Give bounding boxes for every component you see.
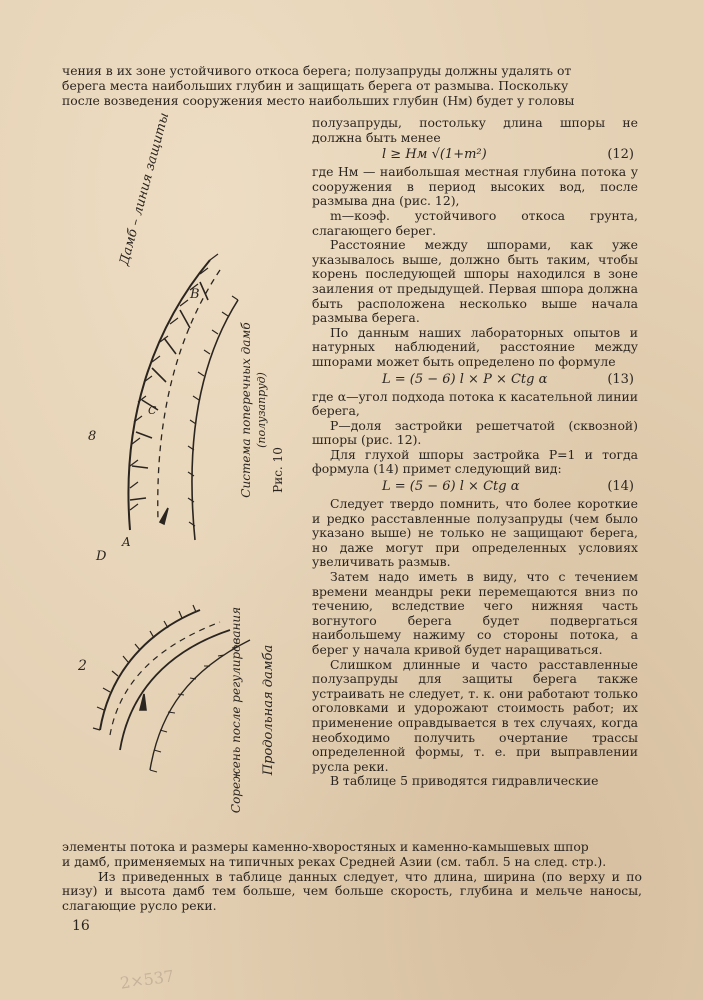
formula-14-number: (14) [607, 479, 634, 495]
outer-hatching-lower [150, 647, 238, 772]
formula-14-expr: L = (5 − 6) l × Ctg α [382, 479, 520, 495]
formula-13 [312, 370, 638, 390]
paragraph: где α—угол подхода потока к касательной линии берега, [312, 388, 638, 419]
figure-caption: Рис. 10 [271, 447, 285, 493]
text-line: берега места наибольших глубин и защищать берега от размыва. Поскольку [62, 77, 569, 93]
bank-hatching-lower [93, 605, 196, 730]
paragraph: где Hм — наибольшая местная глубина потока у сооружения в период высоких вод, после размыва дна (рис. 12), [312, 164, 638, 209]
inner-curve [192, 300, 238, 540]
letter-B: B [190, 287, 200, 302]
formula-13-expr: L = (5 − 6) l × P × Ctg α [382, 371, 548, 387]
letter-two: 2 [78, 658, 87, 674]
paragraph: Слишком длинные и часто расставленные полузапруды для защиты берега также устраивать не следует, т. к. они работают только оголовками и удорожают стоимость работ; их применение оправдывается в тех случаях, когда необходимо получить очертание трассы определенной формы, т. е. при выправлении русла реки. [312, 656, 638, 774]
flow-arrow-upper [160, 508, 168, 524]
bottom-text-block [62, 840, 642, 914]
library-stamp: 2×537 [118, 966, 176, 993]
paragraph: m—коэф. устойчивого откоса грунта, слагающего берег. [312, 207, 638, 238]
paragraph: Затем надо иметь в виду, что с течением времени меандры реки перемещаются вниз по течению, вследствие чего нижняя часть вогнутого берега будет подвергаться наибольшему нажиму со стороны потока, а берег у начала кривой будет наращиваться. [312, 569, 638, 657]
protection-line [158, 270, 220, 520]
paragraph: Расстояние между шпорами, как уже указывалось выше, должно быть таким, чтобы корень последующей шпоры находился в зоне заиления от предыдущей. Первая шпора должна быть расположена несколько выше начала размыва берега. [312, 237, 638, 326]
letter-C: C [148, 404, 157, 417]
paragraph: По данным наших лабораторных опытов и натурных наблюдений, расстояние между шпорами может быть определено по формуле [312, 324, 638, 369]
inner-hatching [188, 296, 238, 526]
formula-12-expr: l ≥ Hм √(1+m²) [382, 147, 487, 163]
label-regulated-channel: Сорежень после регулирования [229, 606, 243, 814]
formula-12-number: (12) [607, 147, 634, 163]
formula-13-number: (13) [607, 371, 634, 387]
text-line: Из приведенных в таблице данных следует, что длина, ширина (по верху и по низу) и высота дамб тем больше, чем больше скорость, глубина и мельче наносы, слагающие русло реки. [62, 868, 642, 914]
text-line: элементы потока и размеры каменно-хворостяных и каменно-камышевых шпор [62, 839, 589, 854]
regulated-channel-line [110, 622, 220, 735]
letter-D: D [96, 549, 107, 564]
text-line: и дамб, применяемых на типичных реках Средней Азии (см. табл. 5 на след. стр.). [62, 853, 607, 869]
formula-12 [312, 145, 638, 165]
formula-14 [312, 477, 638, 497]
right-column [312, 116, 638, 789]
letter-eight: 8 [88, 429, 97, 444]
label-cross-dams-2: (полузапруд) [255, 372, 268, 448]
page-number: 16 [72, 918, 90, 934]
paragraph: полузапруды, постольку длина шпоры не должна быть менее [312, 115, 638, 145]
text-line: чения в их зоне устойчивого откоса берега; полузапруды должны удалять от [62, 63, 572, 78]
letter-A: A [122, 535, 131, 549]
text-line: после возведения сооружения место наибольших глубин (Hм) будет у головы [62, 92, 575, 108]
figure-10 [60, 110, 310, 830]
top-text-block [62, 64, 642, 108]
label-protection-line: Дамб – линия защиты [117, 111, 173, 267]
label-cross-dams: Система поперечных дамб [239, 322, 253, 498]
bank-line-lower [100, 610, 200, 730]
longitudinal-dam [120, 630, 230, 750]
flow-arrow-lower [140, 694, 146, 710]
paragraph: P—доля застройки решетчатой (сквозной) шпоры (рис. 12). [312, 417, 638, 448]
paragraph: В таблице 5 приводятся гидравлические [330, 773, 599, 789]
paragraph: Для глухой шпоры застройка P=1 и тогда формула (14) примет следующий вид: [312, 446, 638, 477]
label-longitudinal-dam: Продольная дамба [261, 644, 276, 776]
paragraph: Следует твердо помнить, что более короткие и редко расставленные полузапруды (чем было указано выше) не только не защищают берега, но даже могут при определенных условиях увеличивать размыв. [312, 496, 638, 570]
